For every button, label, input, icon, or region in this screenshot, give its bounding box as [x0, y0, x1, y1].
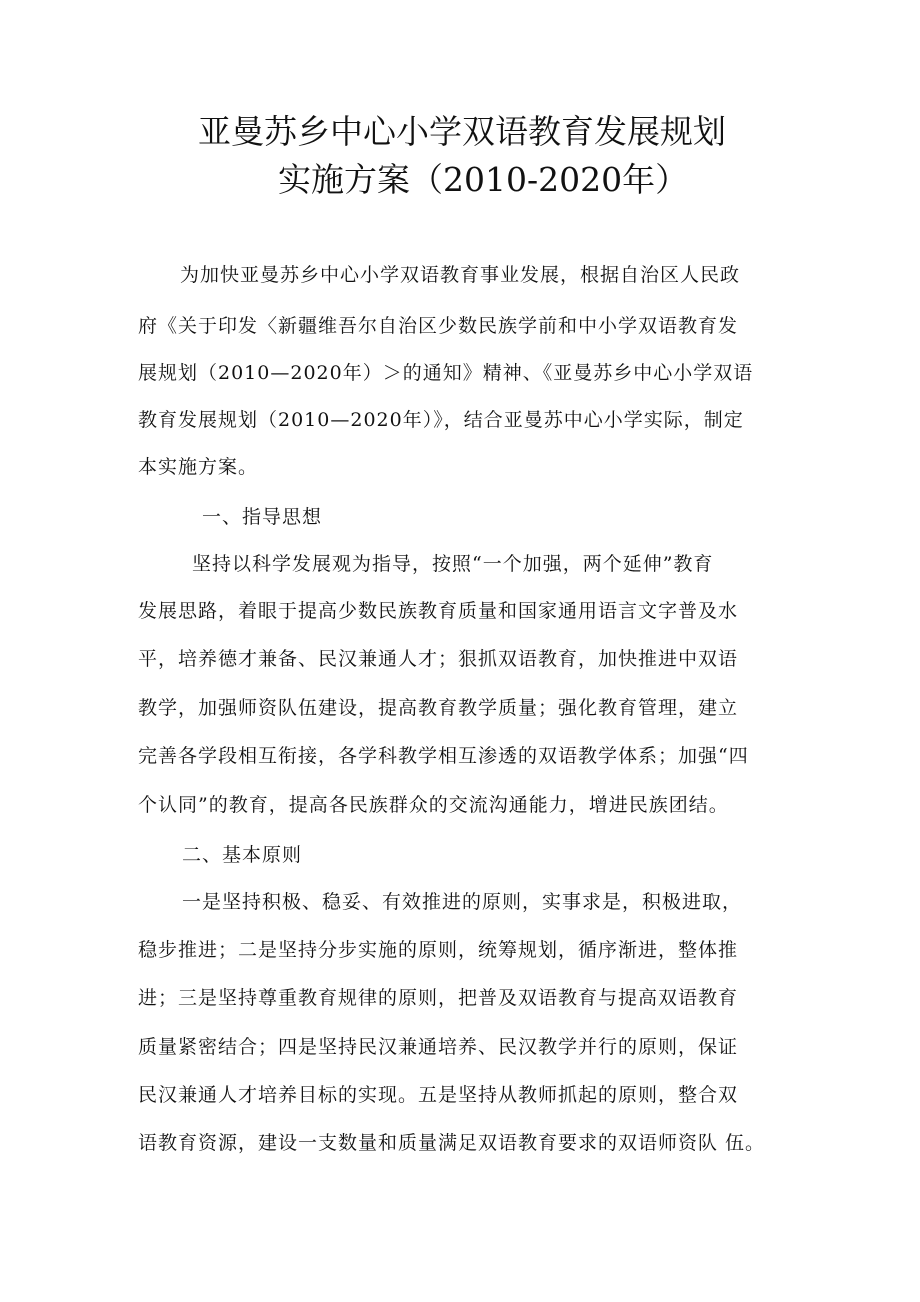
section-heading-guiding-ideology: 一、指导思想 [202, 506, 323, 528]
document-title-line-1: 亚曼苏乡中心小学双语教育发展规划 [198, 112, 726, 151]
section1-line: 平，培养德才兼备、民汉兼通人才；狠抓双语教育，加快推进中双语 [138, 648, 739, 670]
section2-line: 民汉兼通人才培养目标的实现。五是坚持从教师抓起的原则，整合双 [138, 1084, 739, 1106]
intro-line: 为加快亚曼苏乡中心小学双语教育事业发展，根据自治区人民政 [180, 264, 741, 286]
intro-line: 本实施方案。 [138, 456, 259, 478]
section2-line: 语教育资源，建设一支数量和质量满足双语教育要求的双语师资队 伍。 [138, 1132, 766, 1154]
section1-line: 教学，加强师资队伍建设，提高教育教学质量；强化教育管理，建立 [138, 697, 739, 719]
section1-line: 个认同”的教育，提高各民族群众的交流沟通能力，增进民族团结。 [138, 794, 729, 816]
section1-line: 发展思路，着眼于提高少数民族教育质量和国家通用语言文字普及水 [138, 600, 739, 622]
section1-line: 坚持以科学发展观为指导，按照“一个加强，两个延伸”教育 [192, 553, 714, 575]
intro-line: 府《关于印发〈新疆维吾尔自治区少数民族学前和中小学双语教育发 [138, 315, 739, 337]
section2-line: 质量紧密结合；四是坚持民汉兼通培养、民汉教学并行的原则，保证 [138, 1036, 739, 1058]
section2-line: 进；三是坚持尊重教育规律的原则，把普及双语教育与提高双语教育 [138, 987, 739, 1009]
intro-line: 教育发展规划（2010—2020年）》，结合亚曼苏中心小学实际，制定 [138, 409, 744, 431]
section1-line: 完善各学段相互衔接，各学科教学相互渗透的双语教学体系；加强“四 [138, 745, 749, 767]
section2-line: 一是坚持积极、稳妥、有效推进的原则，实事求是，积极进取， [182, 891, 743, 913]
intro-line: 展规划（2010—2020年）＞的通知》精神、《亚曼苏乡中心小学双语 [138, 362, 754, 384]
section-heading-basic-principles: 二、基本原则 [182, 844, 303, 866]
document-title-line-2: 实施方案（2010-2020年） [278, 160, 689, 199]
section2-line: 稳步推进；二是坚持分步实施的原则，统筹规划，循序渐进，整体推 [138, 939, 739, 961]
